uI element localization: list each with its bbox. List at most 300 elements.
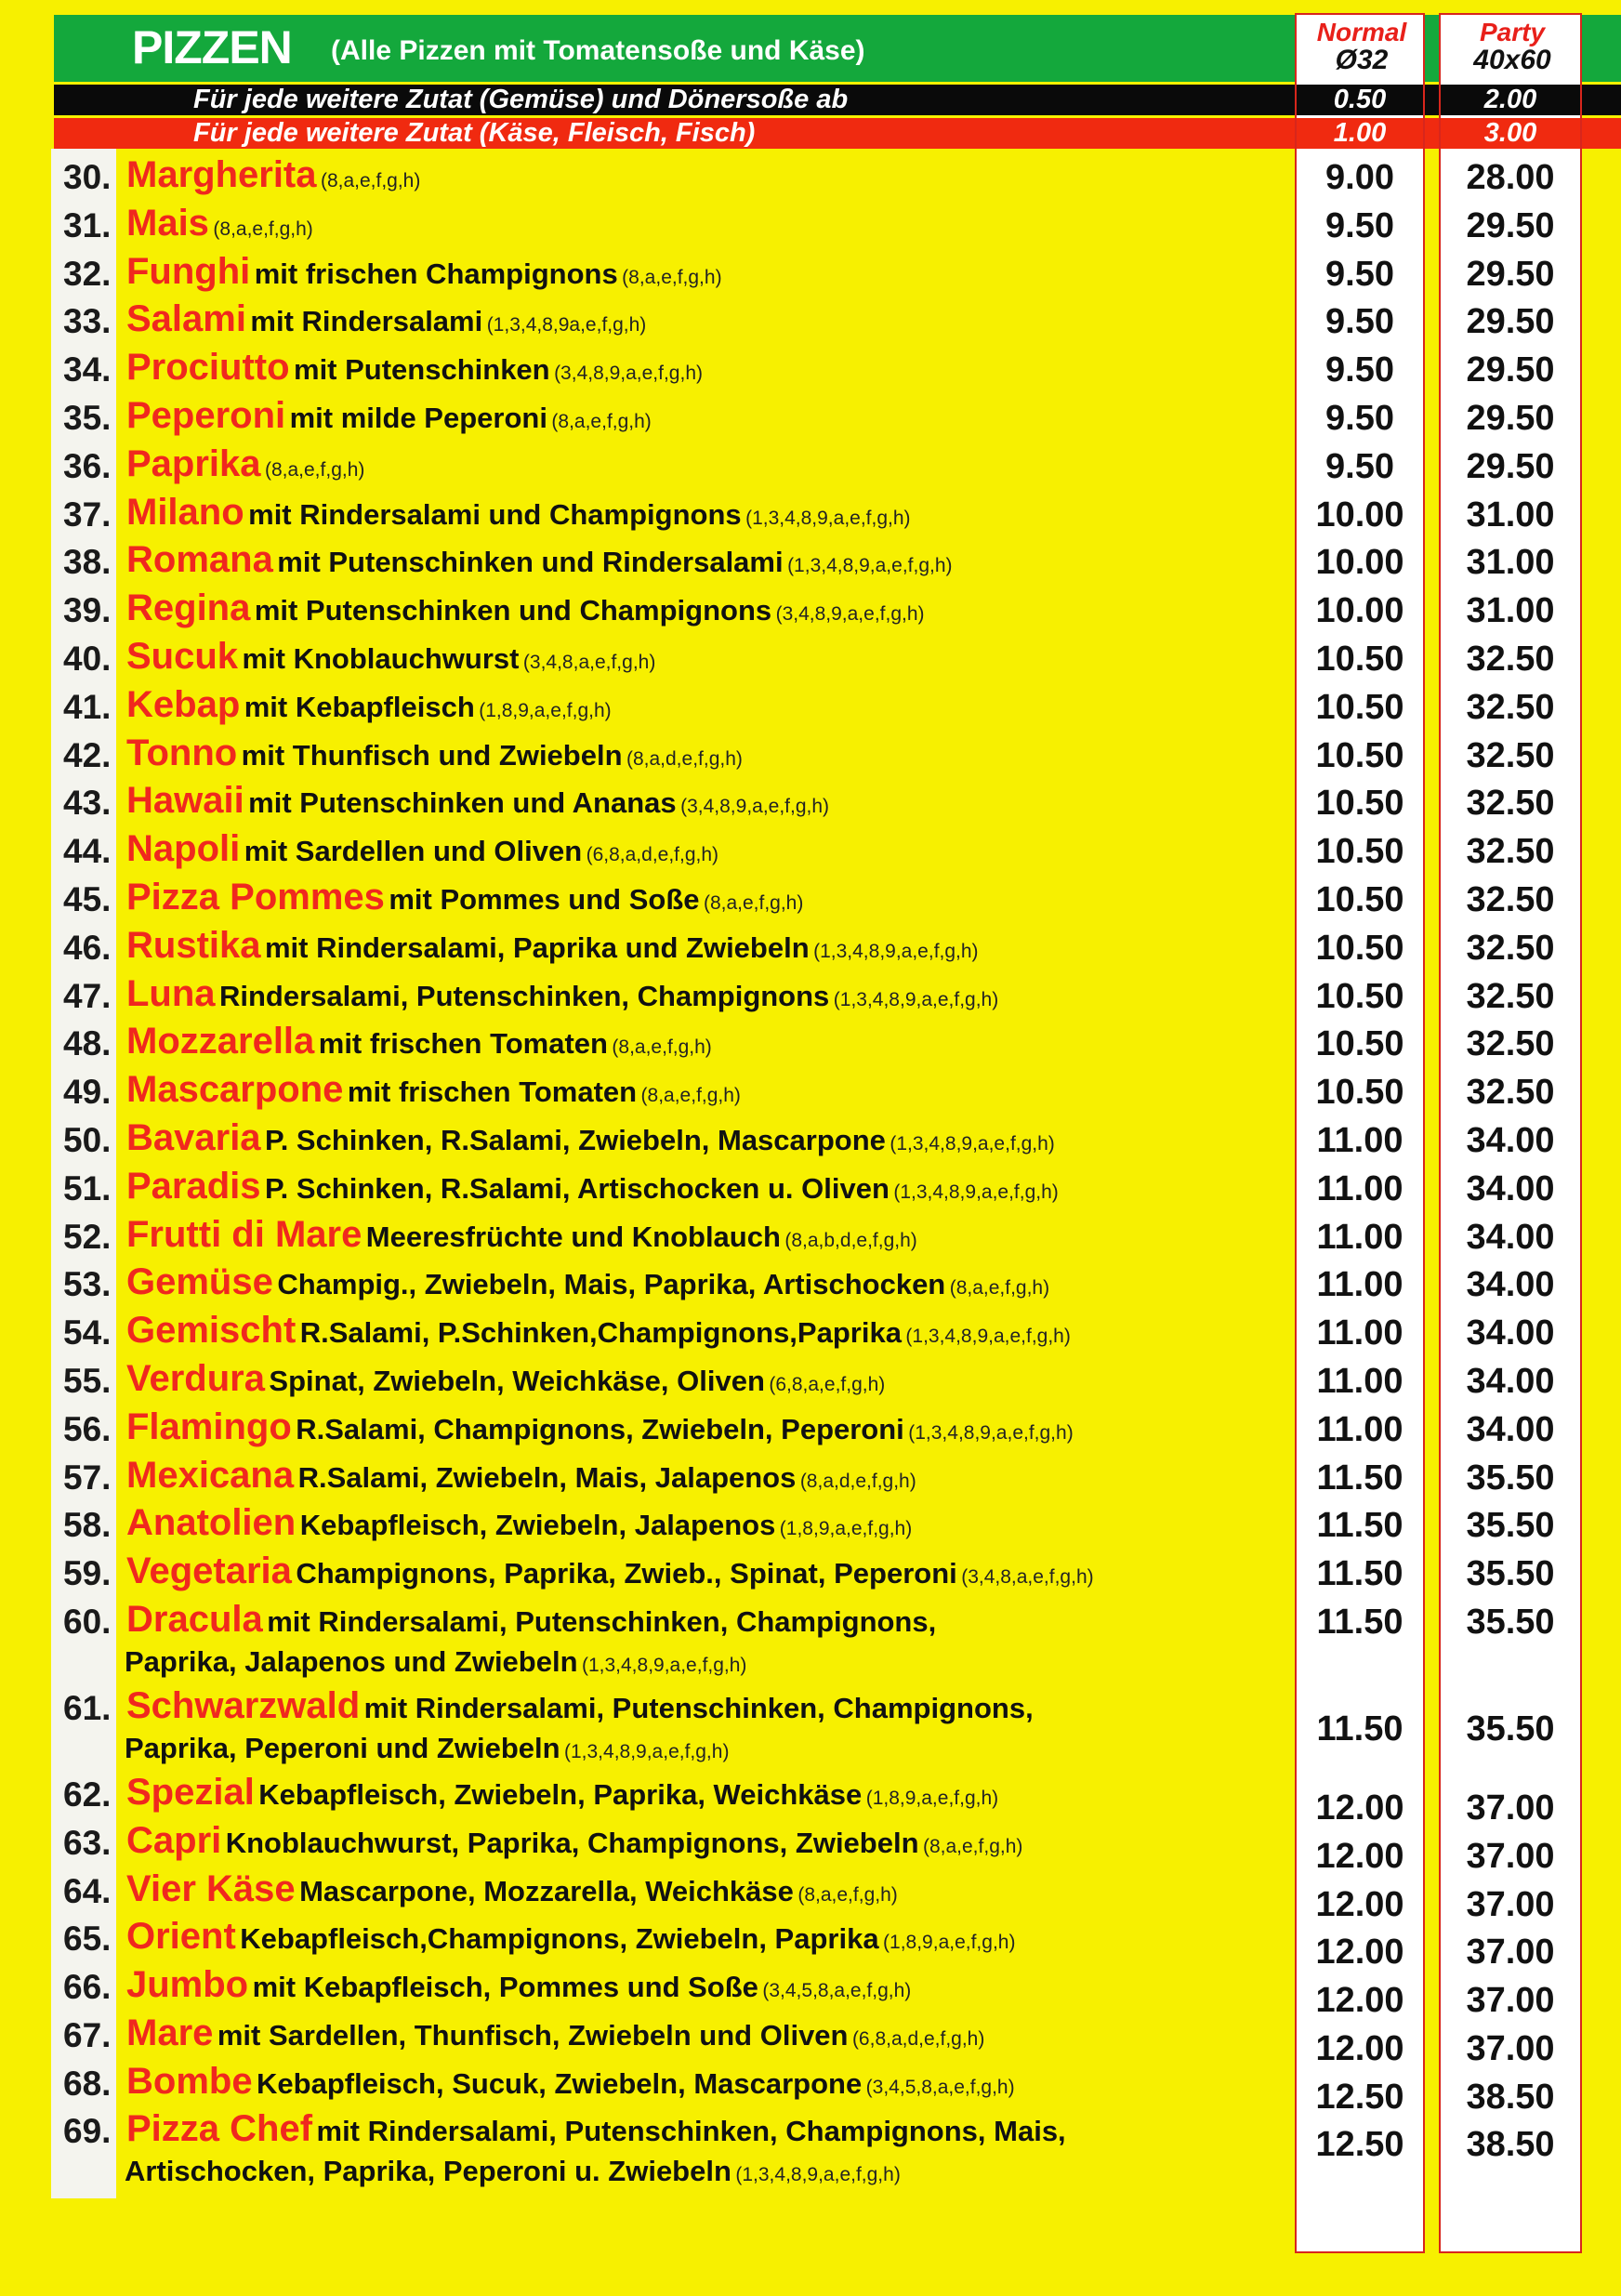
item-number: 38. — [63, 543, 112, 582]
item-allergens: (1,3,4,8,9,a,e,f,g,h) — [905, 1326, 1071, 1348]
item-number: 55. — [63, 1361, 112, 1400]
item-allergens: (1,8,9,a,e,f,g,h) — [883, 1932, 1016, 1954]
item-number: 46. — [63, 928, 112, 967]
normal-price: 9.00 — [1325, 158, 1394, 197]
extra-meat-normal-price: 1.00 — [1333, 118, 1387, 148]
item-number: 60. — [63, 1602, 112, 1641]
item-allergens: (1,3,4,8,9,a,e,f,g,h) — [893, 1181, 1059, 1203]
party-price: 31.00 — [1466, 495, 1555, 534]
item-number: 47. — [63, 976, 112, 1015]
item-number: 34. — [63, 350, 112, 389]
item-name: Mascarpone — [126, 1069, 344, 1111]
item-description: Kebapfleisch, Zwiebeln, Jalapenos — [299, 1509, 776, 1542]
normal-price: 9.50 — [1325, 205, 1394, 245]
item-name: Hawaii — [126, 780, 244, 822]
item-number: 51. — [63, 1168, 112, 1207]
item-line — [126, 1502, 912, 1544]
party-price: 32.50 — [1466, 832, 1555, 872]
item-allergens: (1,3,4,8,9,a,e,f,g,h) — [787, 555, 953, 577]
normal-price: 10.50 — [1315, 1024, 1404, 1064]
item-description: Kebapfleisch, Sucuk, Zwiebeln, Mascarpone — [257, 2066, 863, 2100]
item-name: Frutti di Mare — [126, 1213, 362, 1255]
item-line — [126, 636, 655, 678]
item-description: P. Schinken, R.Salami, Artischocken u. Oliven — [264, 1171, 890, 1205]
item-name: Pizza Chef — [126, 2108, 313, 2150]
party-price: 34.00 — [1466, 1265, 1555, 1305]
party-price: 37.00 — [1466, 1981, 1555, 2021]
menu-item — [0, 203, 1621, 251]
normal-price: 9.50 — [1325, 254, 1394, 294]
item-allergens: (1,3,4,8,9,a,e,f,g,h) — [581, 1654, 747, 1676]
menu-item — [0, 1069, 1621, 1117]
normal-price: 12.50 — [1315, 2077, 1404, 2117]
item-description: mit Sardellen, Thunfisch, Zwiebeln und Oliven — [217, 2018, 849, 2052]
item-line — [126, 828, 718, 870]
party-price: 29.50 — [1466, 398, 1555, 438]
party-price: 32.50 — [1466, 687, 1555, 727]
party-price: 37.00 — [1466, 1933, 1555, 1973]
item-number: 49. — [63, 1073, 112, 1112]
party-price: 35.50 — [1466, 1709, 1555, 1748]
extra-vegetable-text: Für jede weitere Zutat (Gemüse) und Dönersoße ab — [193, 85, 849, 114]
normal-price: 11.00 — [1316, 1409, 1404, 1449]
item-name: Orient — [126, 1916, 236, 1958]
menu-item — [0, 587, 1621, 636]
normal-price: 12.00 — [1315, 1884, 1404, 1924]
item-description: mit frischen Champignons — [254, 257, 618, 290]
item-name: Napoli — [126, 828, 241, 870]
menu-item — [0, 1819, 1621, 1876]
item-description: Champignons, Paprika, Zwieb., Spinat, Peperoni — [296, 1557, 957, 1590]
normal-price: 10.50 — [1315, 976, 1404, 1016]
item-number: 54. — [63, 1313, 112, 1353]
item-name: Vegetaria — [126, 1550, 292, 1592]
party-price: 38.50 — [1466, 2077, 1555, 2117]
menu-item — [0, 1358, 1621, 1406]
menu-item — [0, 1771, 1621, 1828]
party-price: 38.50 — [1466, 2125, 1555, 2165]
item-name: Salami — [126, 298, 246, 340]
normal-price: 11.00 — [1316, 1313, 1404, 1353]
menu-item — [0, 251, 1621, 299]
party-price: 32.50 — [1466, 735, 1555, 775]
item-allergens: (8,a,e,f,g,h) — [551, 410, 652, 432]
item-allergens: (6,8,a,d,e,f,g,h) — [851, 2027, 985, 2050]
party-price: 31.00 — [1466, 543, 1555, 583]
normal-price: 11.00 — [1316, 1168, 1404, 1208]
item-allergens: (8,a,e,f,g,h) — [320, 170, 421, 191]
item-line — [126, 1916, 1015, 1958]
item-number: 63. — [63, 1823, 112, 1862]
item-name: Dracula — [126, 1598, 263, 1640]
item-description: Mascarpone, Mozzarella, Weichkäse — [299, 1874, 794, 1907]
item-description: mit Kebapfleisch, Pommes und Soße — [252, 1971, 758, 2004]
item-allergens: (1,3,4,8,9,a,e,f,g,h) — [890, 1132, 1055, 1155]
extra-vegetable-party-price: 2.00 — [1483, 85, 1537, 114]
normal-price: 11.00 — [1316, 1361, 1404, 1401]
item-line — [126, 203, 313, 244]
item-line — [126, 877, 803, 918]
item-line-2 — [125, 1645, 746, 1679]
item-description: mit Pommes und Soße — [389, 882, 700, 916]
party-price: 37.00 — [1466, 1884, 1555, 1924]
item-allergens: (1,3,4,8,9,a,e,f,g,h) — [833, 988, 999, 1010]
item-name: Flamingo — [126, 1405, 292, 1447]
item-line — [126, 1772, 998, 1814]
menu-item — [0, 1021, 1621, 1069]
party-price: 34.00 — [1466, 1120, 1555, 1160]
item-description: mit Putenschinken und Champignons — [254, 594, 772, 627]
item-allergens: (3,4,8,9,a,e,f,g,h) — [775, 603, 925, 626]
normal-price: 12.00 — [1315, 1981, 1404, 2021]
menu-item — [0, 877, 1621, 925]
item-name: Jumbo — [126, 1964, 249, 2006]
item-allergens: (3,4,8,a,e,f,g,h) — [522, 651, 656, 673]
item-line — [126, 2012, 984, 2054]
item-description: mit Rindersalami, Putenschinken, Champignons, — [267, 1604, 937, 1638]
menu-item — [0, 492, 1621, 540]
item-description-2: Paprika, Jalapenos und Zwiebeln — [125, 1644, 578, 1678]
menu-item — [0, 395, 1621, 443]
item-number: 33. — [63, 302, 112, 341]
normal-price: 11.00 — [1316, 1120, 1404, 1160]
item-allergens: (3,4,5,8,a,e,f,g,h) — [865, 2076, 1015, 2098]
item-description: mit Rindersalami, Putenschinken, Champignons, — [363, 1691, 1034, 1724]
item-line-2 — [125, 2155, 901, 2188]
item-description: mit Rindersalami, Paprika und Zwiebeln — [264, 930, 810, 964]
item-allergens: (1,8,9,a,e,f,g,h) — [865, 1787, 999, 1809]
item-number: 43. — [63, 784, 112, 823]
item-name: Vier Käse — [126, 1867, 296, 1909]
item-number: 56. — [63, 1409, 112, 1448]
item-number: 69. — [63, 2112, 112, 2151]
party-price: 35.50 — [1466, 1602, 1555, 1642]
item-name: Tonno — [126, 732, 238, 773]
item-name: Margherita — [126, 154, 317, 195]
item-number: 53. — [63, 1265, 112, 1304]
item-allergens: (8,a,e,f,g,h) — [640, 1085, 741, 1107]
normal-price: 11.00 — [1316, 1265, 1404, 1305]
extra-meat-party-price: 3.00 — [1483, 118, 1537, 148]
item-line — [126, 780, 829, 822]
normal-price: 11.50 — [1316, 1506, 1404, 1546]
menu-item — [0, 2060, 1621, 2117]
party-price: 32.50 — [1466, 879, 1555, 919]
menu-item — [0, 2108, 1621, 2195]
normal-price: 11.50 — [1316, 1554, 1404, 1594]
item-number: 48. — [63, 1024, 112, 1063]
normal-price: 10.00 — [1315, 591, 1404, 631]
party-price: 32.50 — [1466, 1024, 1555, 1064]
party-price: 34.00 — [1466, 1168, 1555, 1208]
item-number: 52. — [63, 1217, 112, 1256]
menu-item — [0, 1455, 1621, 1503]
item-number: 61. — [63, 1688, 112, 1727]
menu-item — [0, 1166, 1621, 1214]
party-price: 29.50 — [1466, 446, 1555, 486]
item-line — [126, 1820, 1022, 1862]
item-name: Verdura — [126, 1357, 265, 1399]
party-size: 40x60 — [1473, 45, 1551, 75]
item-line — [126, 2108, 1066, 2150]
menu-item — [0, 1916, 1621, 1973]
normal-price: 10.50 — [1315, 1073, 1404, 1113]
item-line — [126, 1358, 885, 1400]
item-description: mit Rindersalami — [250, 305, 483, 338]
item-line — [126, 1166, 1059, 1207]
item-line — [126, 492, 911, 534]
normal-price: 12.00 — [1315, 1933, 1404, 1973]
item-number: 67. — [63, 2015, 112, 2054]
item-allergens: (3,4,8,9,a,e,f,g,h) — [554, 363, 703, 385]
normal-price: 12.00 — [1315, 1788, 1404, 1828]
item-number: 35. — [63, 398, 112, 437]
item-description: mit Putenschinken und Ananas — [248, 786, 677, 820]
menu-item — [0, 732, 1621, 781]
party-price: 35.50 — [1466, 1506, 1555, 1546]
item-allergens: (3,4,5,8,a,e,f,g,h) — [762, 1980, 912, 2002]
item-allergens: (8,a,e,f,g,h) — [612, 1036, 712, 1059]
item-number: 30. — [63, 158, 112, 196]
normal-price: 10.50 — [1315, 928, 1404, 968]
item-allergens: (8,a,e,f,g,h) — [213, 218, 313, 240]
item-number: 65. — [63, 1920, 112, 1959]
item-name: Funghi — [126, 250, 251, 292]
item-name: Mexicana — [126, 1454, 295, 1496]
party-price: 32.50 — [1466, 639, 1555, 679]
party-price: 34.00 — [1466, 1409, 1555, 1449]
item-name: Paradis — [126, 1165, 261, 1207]
menu-item — [0, 1310, 1621, 1358]
item-line — [126, 1964, 911, 2006]
normal-size: Ø32 — [1335, 45, 1389, 75]
item-name: Prociutto — [126, 347, 290, 389]
item-description: mit Rindersalami und Champignons — [248, 497, 742, 531]
normal-price: 9.50 — [1325, 302, 1394, 342]
menu-item — [0, 1406, 1621, 1455]
menu-item — [0, 684, 1621, 732]
item-number: 39. — [63, 591, 112, 630]
menu-item — [0, 298, 1621, 347]
party-price: 34.00 — [1466, 1361, 1555, 1401]
menu-item — [0, 347, 1621, 395]
item-number: 41. — [63, 687, 112, 726]
item-number: 59. — [63, 1554, 112, 1593]
normal-price: 10.50 — [1315, 879, 1404, 919]
item-name: Spezial — [126, 1771, 255, 1813]
party-label: Party — [1479, 18, 1546, 46]
item-description: mit frischen Tomaten — [347, 1075, 638, 1109]
item-line — [126, 1214, 917, 1256]
party-price: 31.00 — [1466, 591, 1555, 631]
item-line — [126, 587, 925, 629]
item-name: Regina — [126, 587, 251, 629]
item-description: Rindersalami, Putenschinken, Champignons — [219, 979, 830, 1012]
item-number: 42. — [63, 735, 112, 774]
item-allergens: (1,3,4,8,9,a,e,f,g,h) — [735, 2164, 901, 2186]
item-allergens: (8,a,b,d,e,f,g,h) — [784, 1229, 917, 1251]
item-description: mit Sardellen und Oliven — [244, 835, 583, 868]
item-allergens: (8,a,e,f,g,h) — [703, 891, 804, 914]
item-number: 64. — [63, 1871, 112, 1910]
item-description: mit Rindersalami, Putenschinken, Champignons, Mais, — [316, 2115, 1066, 2148]
item-line — [126, 1685, 1034, 1727]
normal-price: 10.50 — [1315, 735, 1404, 775]
normal-price: 12.00 — [1315, 1836, 1404, 1876]
item-line — [126, 1310, 1071, 1352]
menu-item — [0, 1867, 1621, 1924]
menu-item — [0, 1502, 1621, 1550]
party-price: 37.00 — [1466, 2028, 1555, 2068]
item-number: 68. — [63, 2064, 112, 2103]
item-line — [126, 154, 420, 196]
normal-column-header — [1297, 15, 1427, 82]
item-name: Bavaria — [126, 1116, 261, 1158]
normal-price: 9.50 — [1325, 350, 1394, 390]
item-name: Anatolien — [126, 1502, 297, 1544]
party-price: 35.50 — [1466, 1458, 1555, 1498]
item-number: 50. — [63, 1120, 112, 1159]
party-price: 35.50 — [1466, 1554, 1555, 1594]
item-number: 58. — [63, 1506, 112, 1545]
normal-price: 12.50 — [1315, 2125, 1404, 2165]
party-price: 32.50 — [1466, 976, 1555, 1016]
item-allergens: (3,4,8,9,a,e,f,g,h) — [680, 796, 830, 818]
item-allergens: (6,8,a,d,e,f,g,h) — [586, 844, 719, 866]
menu-item — [0, 1685, 1621, 1772]
normal-price: 10.50 — [1315, 639, 1404, 679]
party-price: 32.50 — [1466, 1073, 1555, 1113]
menu-item — [0, 1550, 1621, 1599]
menu-item — [0, 1117, 1621, 1166]
item-allergens: (3,4,8,a,e,f,g,h) — [961, 1566, 1094, 1589]
menu-item — [0, 1261, 1621, 1310]
item-line — [126, 1069, 741, 1111]
item-line — [126, 684, 612, 726]
item-allergens: (1,3,4,8,9,a,e,f,g,h) — [745, 507, 911, 529]
item-line — [126, 395, 652, 437]
item-description: mit Putenschinken — [294, 353, 550, 387]
item-allergens: (1,8,9,a,e,f,g,h) — [479, 699, 612, 721]
item-description: mit milde Peperoni — [289, 401, 547, 434]
item-line — [126, 1455, 916, 1497]
item-name: Mais — [126, 202, 209, 244]
item-description: R.Salami, Zwiebeln, Mais, Jalapenos — [297, 1460, 797, 1494]
item-name: Mare — [126, 2012, 214, 2053]
item-name: Mozzarella — [126, 1021, 315, 1062]
normal-price: 10.00 — [1315, 543, 1404, 583]
pizza-list — [0, 154, 1621, 2195]
item-allergens: (8,a,e,f,g,h) — [797, 1883, 898, 1906]
normal-price: 10.50 — [1315, 784, 1404, 824]
normal-price: 11.50 — [1316, 1602, 1404, 1642]
item-description: R.Salami, P.Schinken,Champignons,Paprika — [299, 1316, 902, 1350]
item-line — [126, 973, 998, 1015]
item-description-2: Paprika, Peperoni und Zwiebeln — [125, 1731, 560, 1764]
party-column-header — [1441, 15, 1584, 82]
item-allergens: (8,a,e,f,g,h) — [922, 1835, 1023, 1857]
item-number: 44. — [63, 832, 112, 871]
menu-item — [0, 973, 1621, 1022]
item-allergens: (1,8,9,a,e,f,g,h) — [779, 1518, 913, 1540]
item-description: mit Thunfisch und Zwiebeln — [241, 738, 623, 772]
item-line — [126, 732, 743, 774]
item-name: Rustika — [126, 924, 261, 966]
item-line — [126, 925, 979, 967]
item-number: 37. — [63, 495, 112, 534]
menu-item — [0, 636, 1621, 684]
menu-item — [0, 539, 1621, 587]
item-allergens: (1,3,4,8,9,a,e,f,g,h) — [908, 1421, 1074, 1444]
party-price: 28.00 — [1466, 158, 1555, 197]
item-allergens: (1,3,4,8,9a,e,f,g,h) — [486, 314, 647, 336]
item-description: mit Putenschinken und Rindersalami — [277, 546, 784, 579]
item-description: mit Kebapfleisch — [244, 690, 475, 723]
item-number: 66. — [63, 1968, 112, 2007]
normal-price: 9.50 — [1325, 398, 1394, 438]
item-name: Schwarzwald — [126, 1684, 361, 1726]
item-allergens: (1,3,4,8,9,a,e,f,g,h) — [813, 940, 979, 962]
item-number: 62. — [63, 1775, 112, 1814]
menu-item — [0, 925, 1621, 973]
item-number: 36. — [63, 446, 112, 485]
item-name: Bombe — [126, 2060, 253, 2102]
party-price: 37.00 — [1466, 1788, 1555, 1828]
normal-price: 12.00 — [1315, 2028, 1404, 2068]
item-line — [126, 1599, 936, 1641]
item-line — [126, 1406, 1074, 1448]
item-line — [126, 347, 703, 389]
item-line — [126, 298, 646, 340]
item-allergens: (8,a,e,f,g,h) — [949, 1277, 1050, 1300]
item-name: Luna — [126, 972, 216, 1014]
party-price: 37.00 — [1466, 1836, 1555, 1876]
item-allergens: (8,a,d,e,f,g,h) — [799, 1470, 916, 1492]
normal-price: 11.50 — [1316, 1709, 1404, 1748]
item-name: Romana — [126, 539, 273, 581]
party-price: 29.50 — [1466, 302, 1555, 342]
item-line — [126, 1868, 898, 1910]
item-description: Meeresfrüchte und Knoblauch — [365, 1220, 781, 1253]
menu-item — [0, 1599, 1621, 1685]
item-description: Champig., Zwiebeln, Mais, Paprika, Artischocken — [277, 1268, 946, 1301]
item-name: Gemüse — [126, 1261, 273, 1303]
party-price: 34.00 — [1466, 1217, 1555, 1257]
item-number: 45. — [63, 879, 112, 918]
item-number: 57. — [63, 1458, 112, 1497]
item-name: Peperoni — [126, 394, 286, 436]
item-description: mit frischen Tomaten — [318, 1027, 608, 1061]
menu-item — [0, 443, 1621, 492]
party-price: 29.50 — [1466, 350, 1555, 390]
item-description: Spinat, Zwiebeln, Weichkäse, Oliven — [269, 1364, 765, 1397]
extra-vegetable-normal-price: 0.50 — [1333, 85, 1387, 114]
item-allergens: (8,a,d,e,f,g,h) — [626, 747, 743, 770]
item-allergens: (8,a,e,f,g,h) — [622, 266, 722, 288]
item-number: 31. — [63, 205, 112, 244]
item-name: Sucuk — [126, 635, 239, 677]
item-name: Gemischt — [126, 1310, 297, 1352]
item-name: Paprika — [126, 442, 261, 484]
item-line — [126, 1117, 1055, 1159]
item-line — [126, 1261, 1049, 1303]
item-allergens: (1,3,4,8,9,a,e,f,g,h) — [564, 1740, 730, 1762]
page-title: PIZZEN — [132, 21, 292, 73]
item-allergens: (8,a,e,f,g,h) — [264, 458, 365, 481]
item-line — [126, 2061, 1015, 2103]
item-description: mit Knoblauchwurst — [242, 641, 520, 675]
normal-label: Normal — [1316, 18, 1407, 46]
